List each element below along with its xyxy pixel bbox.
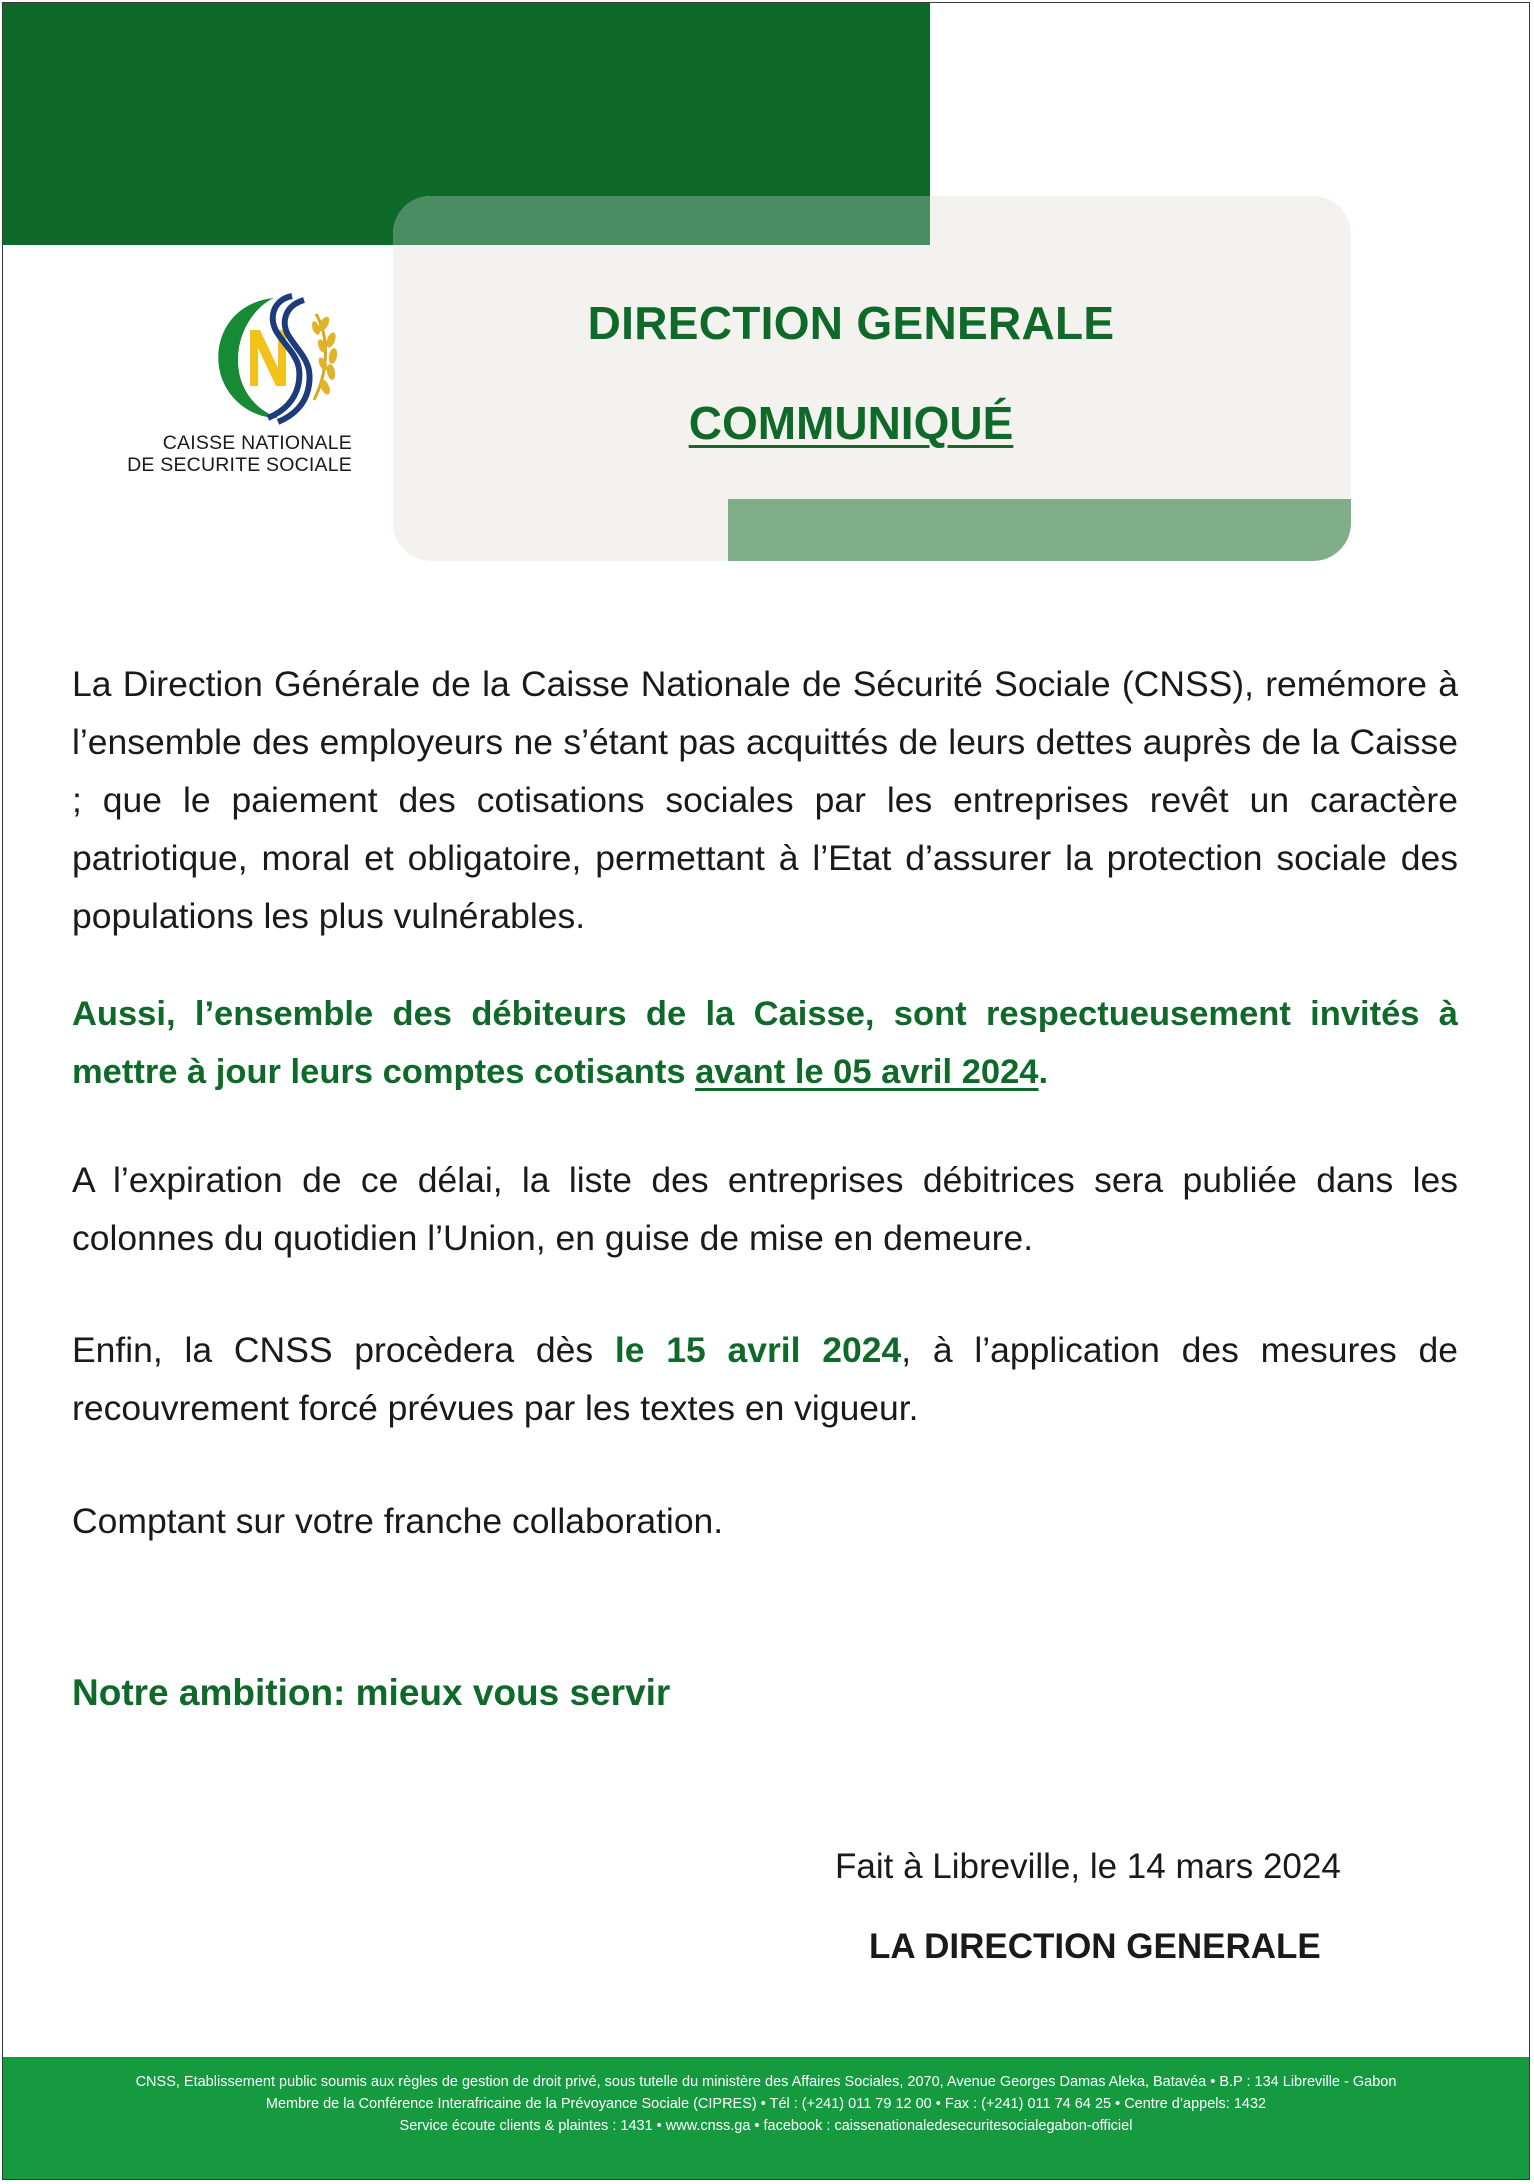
header-card-bottom-accent bbox=[728, 499, 1351, 561]
page-subtitle: COMMUNIQUÉ bbox=[688, 397, 1014, 449]
paragraph-closing: Comptant sur votre franche collaboration. bbox=[72, 1501, 724, 1541]
deadline-date: avant le 05 avril 2024 bbox=[695, 1053, 1039, 1091]
paragraph-invitation bbox=[72, 985, 1458, 1101]
paragraph-intro: La Direction Générale de la Caisse Nationale de Sécurité Sociale (CNSS), remémore à l’ensemble des employeurs ne s’étant pas acquittés de leurs dettes auprès de la Caisse ; que le paiement des cotisations sociales par les entreprises revêt un caractère patriotique, moral et obligatoire, permettant à l’Etat d’assurer la protection sociale des populations les plus vulnérables. bbox=[72, 664, 1458, 936]
cnss-logo-icon bbox=[212, 290, 348, 425]
footer-line-3: Service écoute clients & plaintes : 1431 • www.cnss.ga • facebook : caissenationaledesecuritesocialegabon-officiel bbox=[399, 2118, 1133, 2134]
page-title: DIRECTION GENERALE bbox=[587, 297, 1115, 349]
paragraph-expiration: A l’expiration de ce délai, la liste des entreprises débitrices sera publiée dans les colonnes du quotidien l’Union, en guise de mise en demeure. bbox=[72, 1160, 1458, 1258]
ambition-slogan: Notre ambition: mieux vous servir bbox=[72, 1672, 671, 1713]
header-card bbox=[393, 196, 1351, 561]
logo-line-2: DE SECURITE SOCIALE bbox=[127, 454, 352, 476]
header-card-top-accent bbox=[393, 196, 930, 245]
invitation-end: . bbox=[1038, 1053, 1049, 1091]
logo-line-1: CAISSE NATIONALE bbox=[162, 432, 352, 454]
signature-place-date: Fait à Libreville, le 14 mars 2024 bbox=[835, 1847, 1341, 1886]
enforcement-text-end: , à l’application des mesures de recouvrement forcé prévues par les textes en vigueur. bbox=[72, 1330, 1458, 1428]
signature-signatory: LA DIRECTION GENERALE bbox=[869, 1927, 1321, 1966]
footer-line-2: Membre de la Conférence Interafricaine de la Prévoyance Sociale (CIPRES) • Tél : (+241) 011 79 12 00 • Fax : (+241) 011 74 64 25 • Centre d’appels: 1432 bbox=[265, 2096, 1267, 2112]
invitation-text: Aussi, l’ensemble des débiteurs de la Caisse, sont respectueusement invités à mettre à jour leurs comptes cotisants bbox=[72, 995, 1458, 1091]
enforcement-text-start: Enfin, la CNSS procèdera dès bbox=[72, 1330, 615, 1370]
footer-line-1: CNSS, Etablissement public soumis aux règles de gestion de droit privé, sous tutelle du ministère des Affaires Sociales, 2070, Avenue Georges Damas Aleka, Batavéa • B.P : 134 Libreville - Gabon bbox=[135, 2074, 1397, 2090]
paragraph-enforcement bbox=[72, 1321, 1458, 1437]
logo-wordmark bbox=[112, 432, 352, 476]
enforcement-date: le 15 avril 2024 bbox=[614, 1330, 902, 1370]
cnss-logo bbox=[112, 290, 362, 490]
footer bbox=[3, 2057, 1529, 2179]
